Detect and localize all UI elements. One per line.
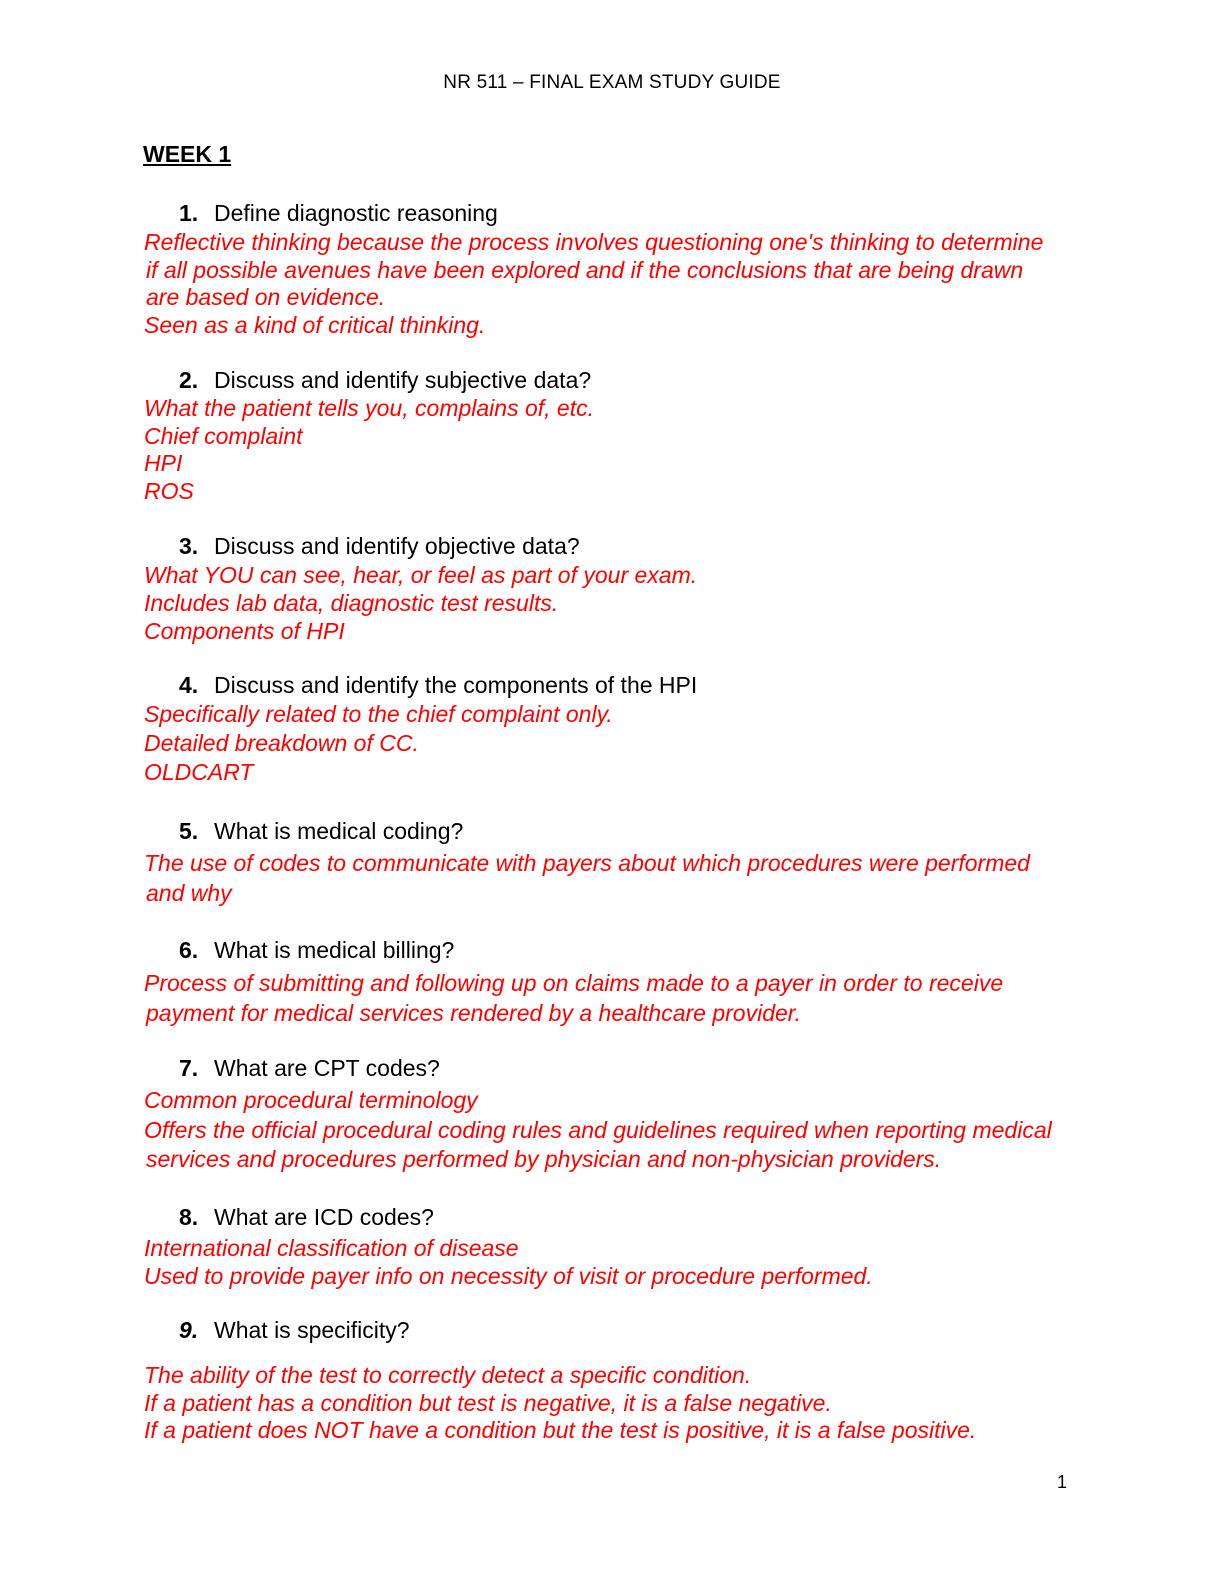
answer-line: Seen as a kind of critical thinking. (144, 311, 486, 338)
answer-line: services and procedures performed by physician and non-physician providers. (146, 1146, 942, 1172)
question-1 (179, 199, 498, 227)
answer-line: if all possible avenues have been explored and if the conclusions that are being drawn (146, 256, 1024, 283)
answer-3 (144, 561, 697, 645)
answer-line: International classification of disease (144, 1235, 519, 1261)
answer-line: are based on evidence. (146, 284, 386, 310)
answer-line: Reflective thinking because the process involves questioning one's thinking to determine (144, 229, 1044, 255)
answer-line: Common procedural terminology (144, 1087, 478, 1113)
question-text: Discuss and identify subjective data? (214, 367, 592, 393)
answer-line: If a patient does NOT have a condition but the test is positive, it is a false positive. (144, 1417, 977, 1443)
answer-line: Process of submitting and following up on claims made to a payer in order to receive (144, 970, 1004, 996)
question-8 (179, 1203, 434, 1231)
question-2 (179, 366, 591, 394)
question-number: 3. (179, 533, 199, 559)
answer-9 (144, 1362, 976, 1445)
answer-line: Used to provide payer info on necessity of visit or procedure performed. (144, 1262, 873, 1289)
answer-6 (144, 968, 1003, 1028)
answer-line: ROS (144, 477, 194, 504)
answer-2 (144, 395, 594, 505)
question-7 (179, 1054, 440, 1082)
question-number: 4. (179, 672, 199, 698)
week-heading: WEEK 1 (143, 141, 232, 167)
question-text: What is specificity? (214, 1317, 410, 1343)
question-6 (179, 936, 454, 964)
answer-line: Specifically related to the chief complaint only. (144, 701, 613, 727)
question-text: What are ICD codes? (214, 1204, 434, 1230)
answer-line: HPI (144, 450, 183, 476)
answer-line: The ability of the test to correctly detect a specific condition. (144, 1362, 752, 1388)
question-text: Define diagnostic reasoning (214, 200, 498, 226)
answer-line: OLDCART (144, 759, 254, 785)
question-number: 7. (179, 1055, 199, 1081)
question-5 (179, 817, 463, 845)
question-3 (179, 532, 580, 560)
question-9 (179, 1316, 410, 1344)
question-number: 9. (179, 1317, 199, 1343)
answer-line: Chief complaint (144, 422, 303, 449)
question-number: 2. (179, 367, 199, 393)
answer-line: Offers the official procedural coding rules and guidelines required when reporting medical (144, 1116, 1052, 1143)
question-text: Discuss and identify the components of the HPI (214, 672, 698, 698)
answer-line: If a patient has a condition but test is negative, it is a false negative. (144, 1389, 832, 1416)
question-number: 8. (179, 1204, 199, 1230)
document-header-title: NR 511 – FINAL EXAM STUDY GUIDE (443, 72, 781, 93)
answer-line: and why (146, 880, 232, 906)
answer-1 (144, 229, 1043, 339)
question-text: What is medical coding? (214, 818, 464, 844)
answer-line: What the patient tells you, complains of, etc. (144, 395, 595, 421)
question-number: 1. (179, 200, 199, 226)
answer-line: What YOU can see, hear, or feel as part of your exam. (144, 562, 698, 588)
answer-line: Detailed breakdown of CC. (144, 730, 419, 756)
question-number: 5. (179, 818, 199, 844)
question-text: What is medical billing? (214, 937, 455, 963)
answer-line: Components of HPI (144, 618, 345, 644)
answer-5 (144, 848, 1030, 908)
question-number: 6. (179, 937, 199, 963)
answer-line: Includes lab data, diagnostic test results. (144, 590, 559, 616)
question-text: Discuss and identify objective data? (214, 533, 580, 559)
question-text: What are CPT codes? (214, 1055, 440, 1081)
answer-8 (144, 1235, 873, 1290)
page-number: 1 (1057, 1472, 1068, 1492)
answer-line: The use of codes to communicate with payers about which procedures were performed (144, 850, 1030, 876)
answer-line: payment for medical services rendered by a healthcare provider. (146, 1000, 801, 1026)
answer-7 (144, 1086, 1052, 1175)
question-4 (179, 671, 697, 699)
answer-4 (144, 700, 613, 787)
